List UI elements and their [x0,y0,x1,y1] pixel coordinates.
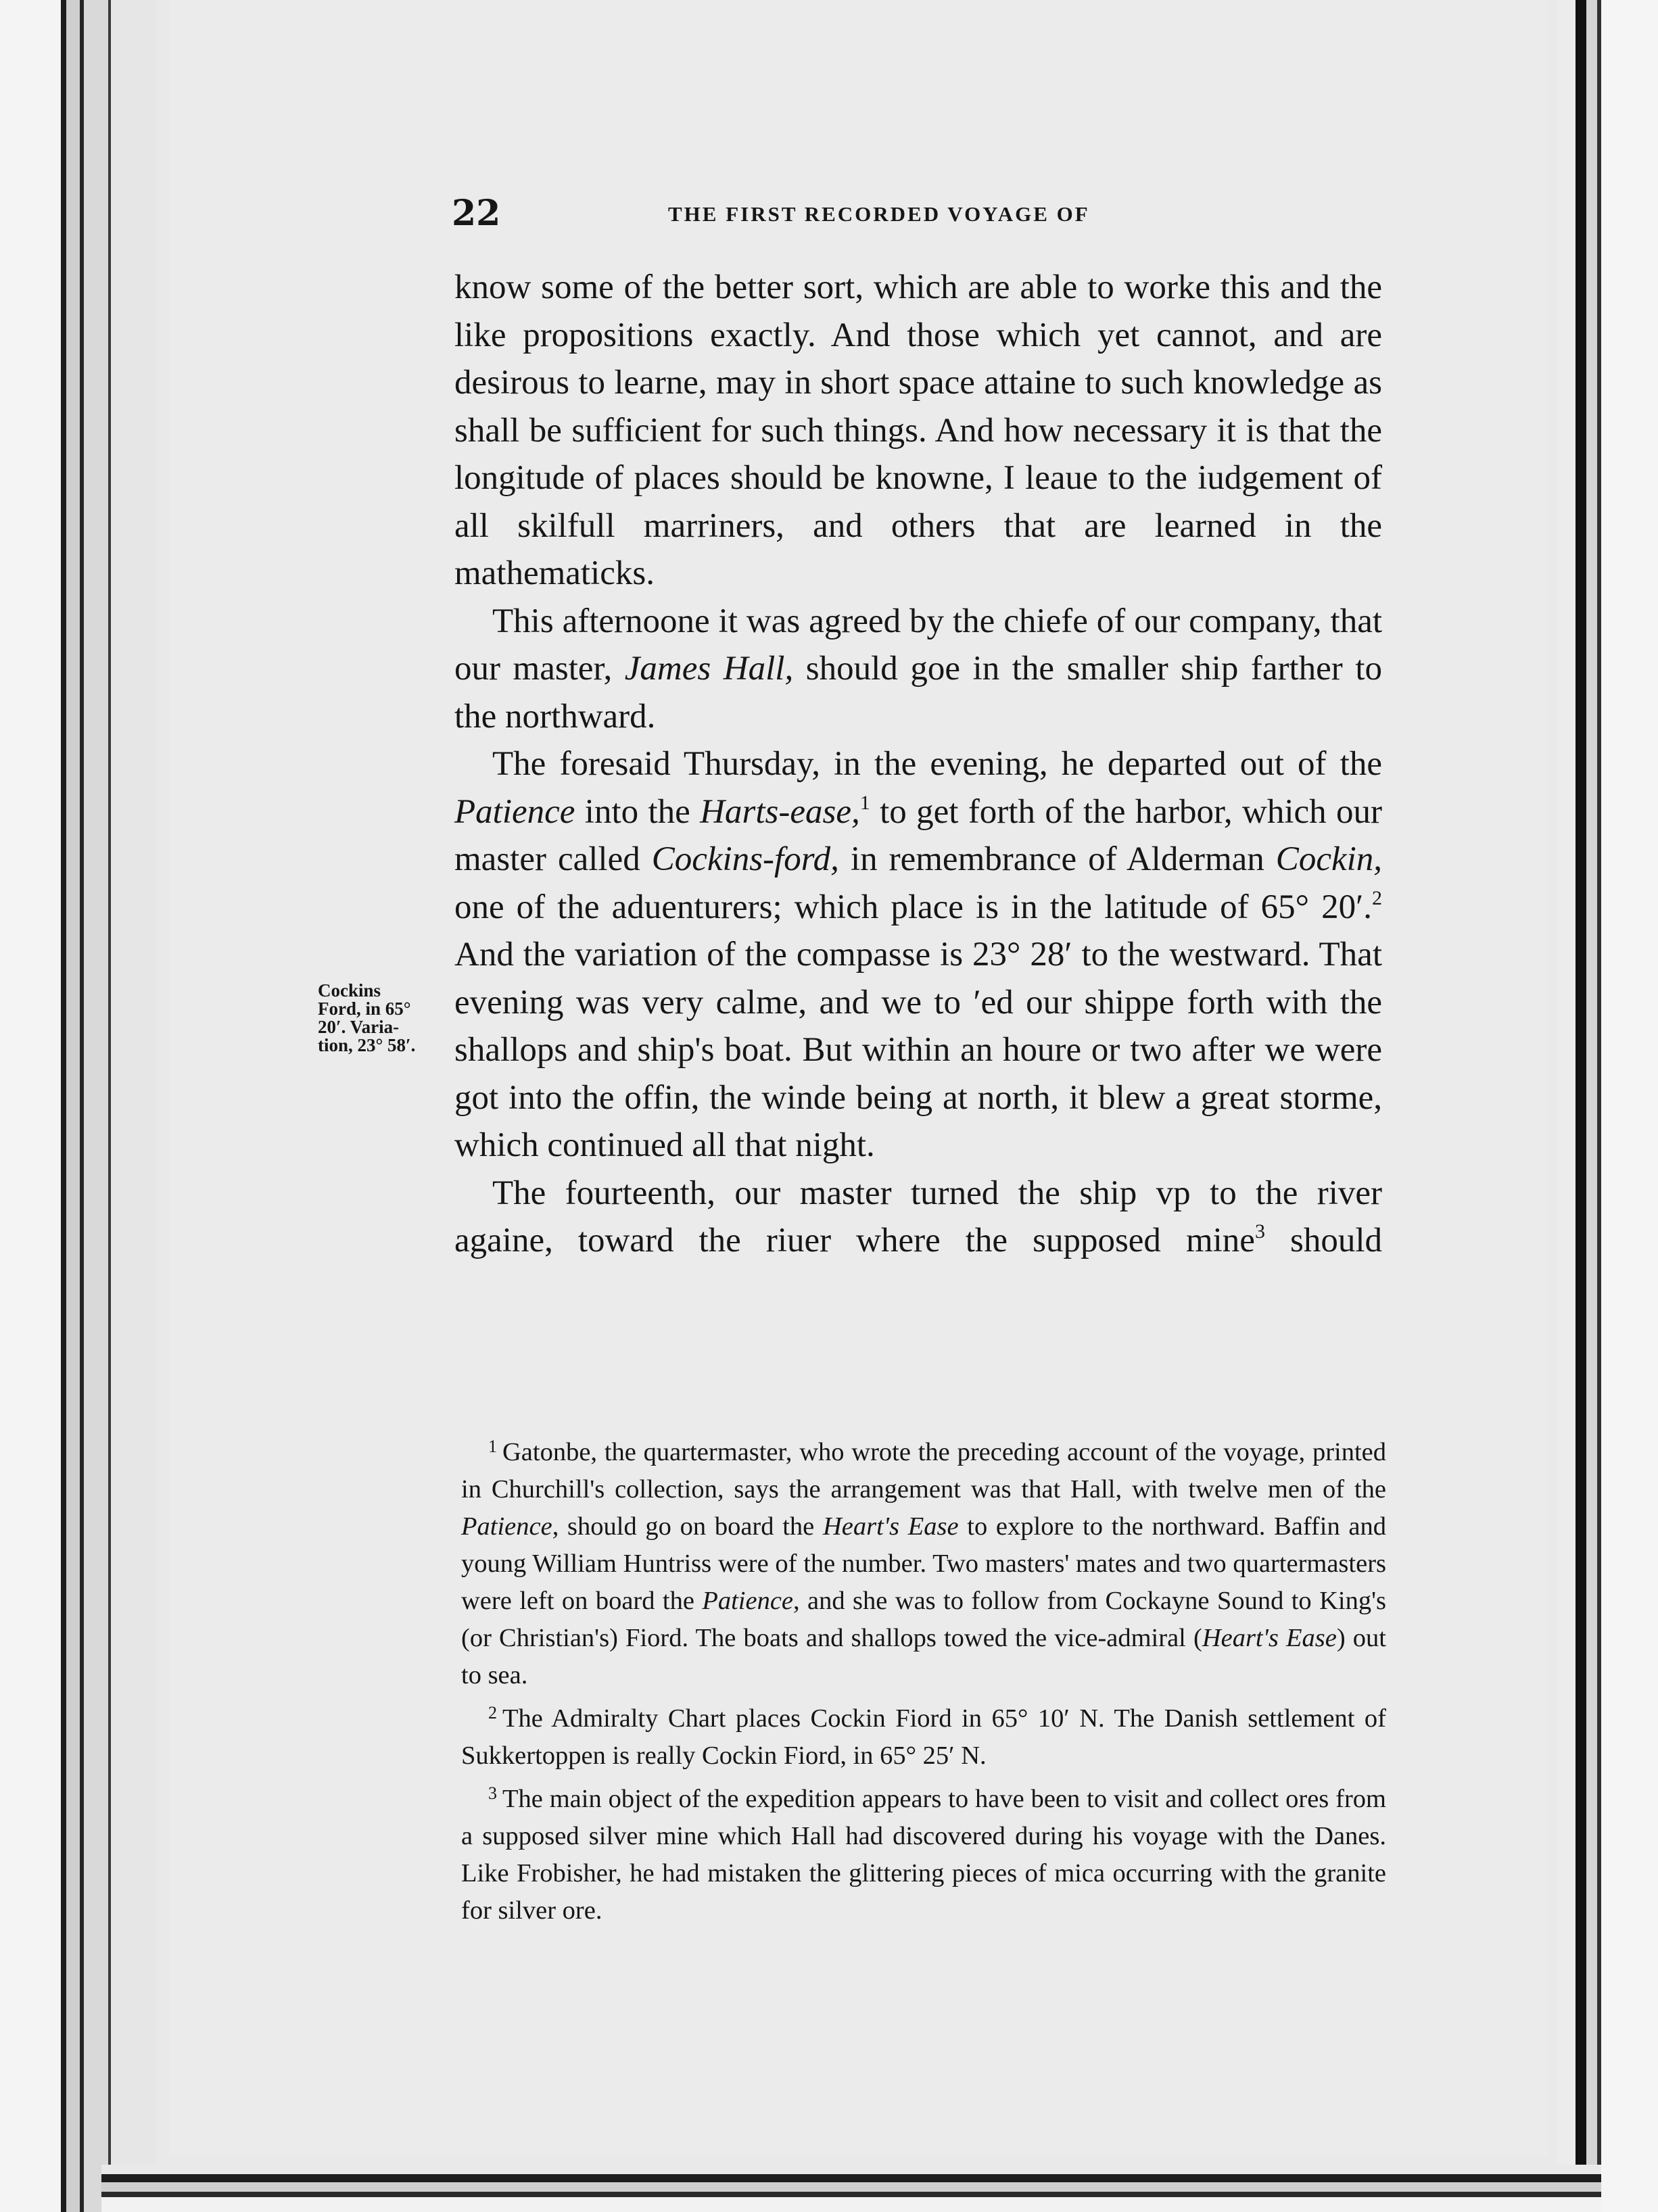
footnote-ref: 3 [1254,1220,1265,1243]
paragraph-1 [454,264,1382,598]
italic-name: Cockin, [1275,840,1383,878]
italic-ship-name: Harts-ease, [700,792,860,831]
paragraph-3: The foresaid Thursday, in the evening, he departed out of the Patience into the Harts-ease,$^1$ to get forth of the harbor, which our master called Cockins-ford, in remembrance of Alderman Cockin, one of the aduenturers; which place is in the latitude of 65° 20′.$^2$ And the variation of the compasse is 23° 28′ to the westward. That evening was very calme, and we to ′ed our shippe forth with the shallops and ship's boat. But within an houre or two after we were got into the offin, the winde being at north, it blew a great storme, which continued all that night. [454,745,1383,1164]
footnotes [461,1428,1386,1929]
footnote-number: 1 [488,1437,497,1456]
paragraph-text: know some of the better sort, which are able to worke this and the like propositions exactly. And those which yet cannot, and are desirous to learne, may in short space attaine to such knowledge as shall be sufficient for such things. And how necessary it is that the longitude of places should be knowne, I leaue to the iudgement of all skilfull marriners, and others that are learned in the mathematicks. [454,268,1382,592]
paragraph-4: The fourteenth, our master turned the ship vp to the river againe, toward the riuer where the supposed mine$^3$ should [454,1174,1382,1259]
page-number: 22 [452,193,501,234]
margin-note-line: 20′. Varia- [318,1017,400,1037]
page-header [452,193,1392,240]
footnote-2: $^2$ The Admiralty Chart places Cockin Fiord in 65° 10′ N. The Danish settlement of Sukkertoppen is really Cockin Fiord, in 65° 25′ N. [461,1703,1386,1770]
footnote-number: 3 [488,1783,497,1803]
running-head: THE FIRST RECORDED VOYAGE OF [668,202,1090,226]
footnote-1: $^1$ Gatonbe, the quartermaster, who wrote the preceding account of the voyage, printed in Churchill's collection, says the arrangement was that Hall, with twelve men of the Patience, should go on board the Heart's Ease to explore to the northward. Baffin and young William Huntriss were of the number. Two masters' mates and two quartermasters were left on board the Patience, and she was to follow from Cockayne Sound to King's (or Christian's) Fiord. The boats and shallops towed the vice-admiral (Heart's Ease) out to sea. [461,1437,1386,1689]
italic-place-name: Cockins-ford, [651,840,839,878]
italic-name: James Hall, [624,650,794,688]
main-text [454,264,1382,1265]
footnote-ref: 1 [859,791,870,814]
footnote-3: $^3$ The main object of the expedition appears to have been to visit and collect ores from a supposed silver mine which Hall had discovered during his voyage with the Danes. Like Frobisher, he had mistaken the glittering pieces of mica occurring with the granite for silver ore. [461,1783,1386,1925]
book-right-edge [1557,0,1658,2212]
paragraph-2: This afternoone it was agreed by the chiefe of our company, that our master, James Hall, should goe in the smaller ship farther to the northward. [454,602,1383,736]
margin-note-line: Ford, in 65° [318,999,411,1019]
book-bottom-edge [101,2165,1601,2212]
book-left-edge [0,0,156,2212]
margin-note-line: tion, 23° 58′. [318,1035,416,1055]
footnote-number: 2 [488,1703,497,1723]
footnote-ref: 2 [1372,886,1382,909]
margin-note-line: Cockins [318,980,381,1001]
margin-note [318,982,453,1055]
italic-ship-name: Patience [454,792,575,831]
